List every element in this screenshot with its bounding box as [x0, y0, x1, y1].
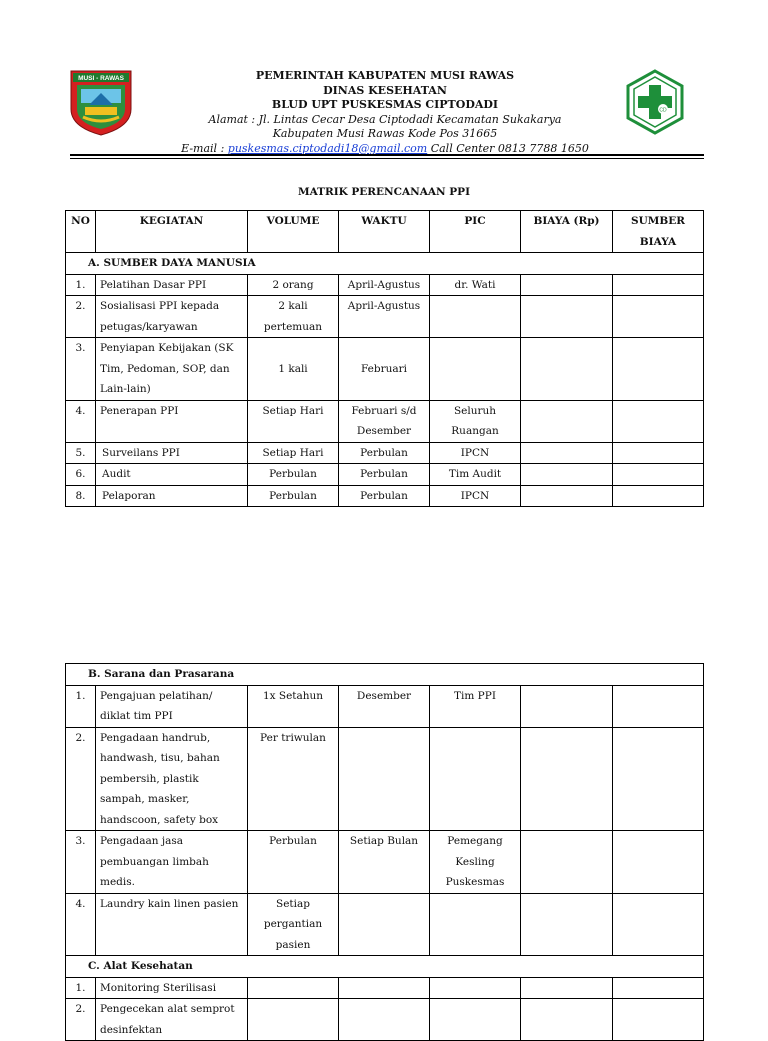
- kop-kabupaten: Kabupaten Musi Rawas Kode Pos 31665: [272, 127, 498, 140]
- header-volume: VOLUME: [248, 211, 339, 253]
- header-biaya: BIAYA (Rp): [521, 211, 613, 253]
- table-row: 2. Pengecekan alat semprot desinfektan: [66, 999, 704, 1041]
- planning-table-1: [65, 210, 704, 507]
- kop-contact: E-mail : puskesmas.ciptodadi18@gmail.com Call Center 0813 7788 1650: [181, 141, 589, 155]
- section-row: A. SUMBER DAYA MANUSIA: [66, 253, 704, 275]
- document-title: MATRIK PERENCANAAN PPI: [297, 186, 470, 198]
- table-row: 1. Monitoring Sterilisasi: [66, 977, 704, 999]
- puskesmas-logo: [625, 69, 685, 135]
- table-row: 5. Surveilans PPI Setiap Hari Perbulan IPCN: [66, 442, 704, 464]
- table-row: 2. Pengadaan handrub, handwash, tisu, bahan pembersih, plastik sampah, masker, handscoon, safety box Per triwulan: [66, 727, 704, 831]
- header-kegiatan: KEGIATAN: [96, 211, 248, 253]
- section-row: C. Alat Kesehatan: [66, 956, 704, 978]
- table-row: 1. Pelatihan Dasar PPI 2 orang April-Agustus dr. Wati: [66, 274, 704, 296]
- header-rule-thin: [70, 158, 704, 159]
- table-row: 3. Penyiapan Kebijakan (SK Tim, Pedoman, SOP, dan Lain-lain) 1 kali Februari: [66, 338, 704, 401]
- header-waktu: WAKTU: [339, 211, 430, 253]
- table-row: 3. Pengadaan jasa pembuangan limbah medis. Perbulan Setiap Bulan Pemegang Kesling Puskesmas: [66, 831, 704, 894]
- header-rule-thick: [70, 154, 704, 156]
- kop-line-1: PEMERINTAH KABUPATEN MUSI RAWAS: [255, 69, 515, 82]
- table-row: 6. Audit Perbulan Perbulan Tim Audit: [66, 464, 704, 486]
- table-row: 8. Pelaporan Perbulan Perbulan IPCN: [66, 485, 704, 507]
- header-no: NO: [66, 211, 96, 253]
- table-header-row: [66, 211, 704, 253]
- svg-text:CD: CD: [659, 107, 667, 114]
- svg-text:MUSI - RAWAS: MUSI - RAWAS: [78, 75, 124, 82]
- kop-line-3: BLUD UPT PUSKESMAS CIPTODADI: [271, 98, 499, 111]
- table-row: 4. Penerapan PPI Setiap Hari Februari s/d Desember Seluruh Ruangan: [66, 400, 704, 442]
- section-row: B. Sarana dan Prasarana: [66, 664, 704, 686]
- kop-alamat: Alamat : Jl. Lintas Cecar Desa Ciptodadi Kecamatan Sukakarya: [208, 112, 562, 126]
- table-row: 2. Sosialisasi PPI kepada petugas/karyawan 2 kali pertemuan April-Agustus: [66, 296, 704, 338]
- header-pic: PIC: [430, 211, 521, 253]
- table-row: 1. Pengajuan pelatihan/ diklat tim PPI 1x Setahun Desember Tim PPI: [66, 685, 704, 727]
- musi-rawas-logo: [69, 69, 133, 137]
- table-row: 4. Laundry kain linen pasien Setiap pergantian pasien: [66, 893, 704, 956]
- header-sumber: SUMBER BIAYA: [613, 211, 704, 253]
- planning-table-2: [65, 663, 704, 1041]
- kop-line-2: DINAS KESEHATAN: [323, 83, 447, 97]
- email-link[interactable]: puskesmas.ciptodadi18@gmail.com: [227, 141, 428, 155]
